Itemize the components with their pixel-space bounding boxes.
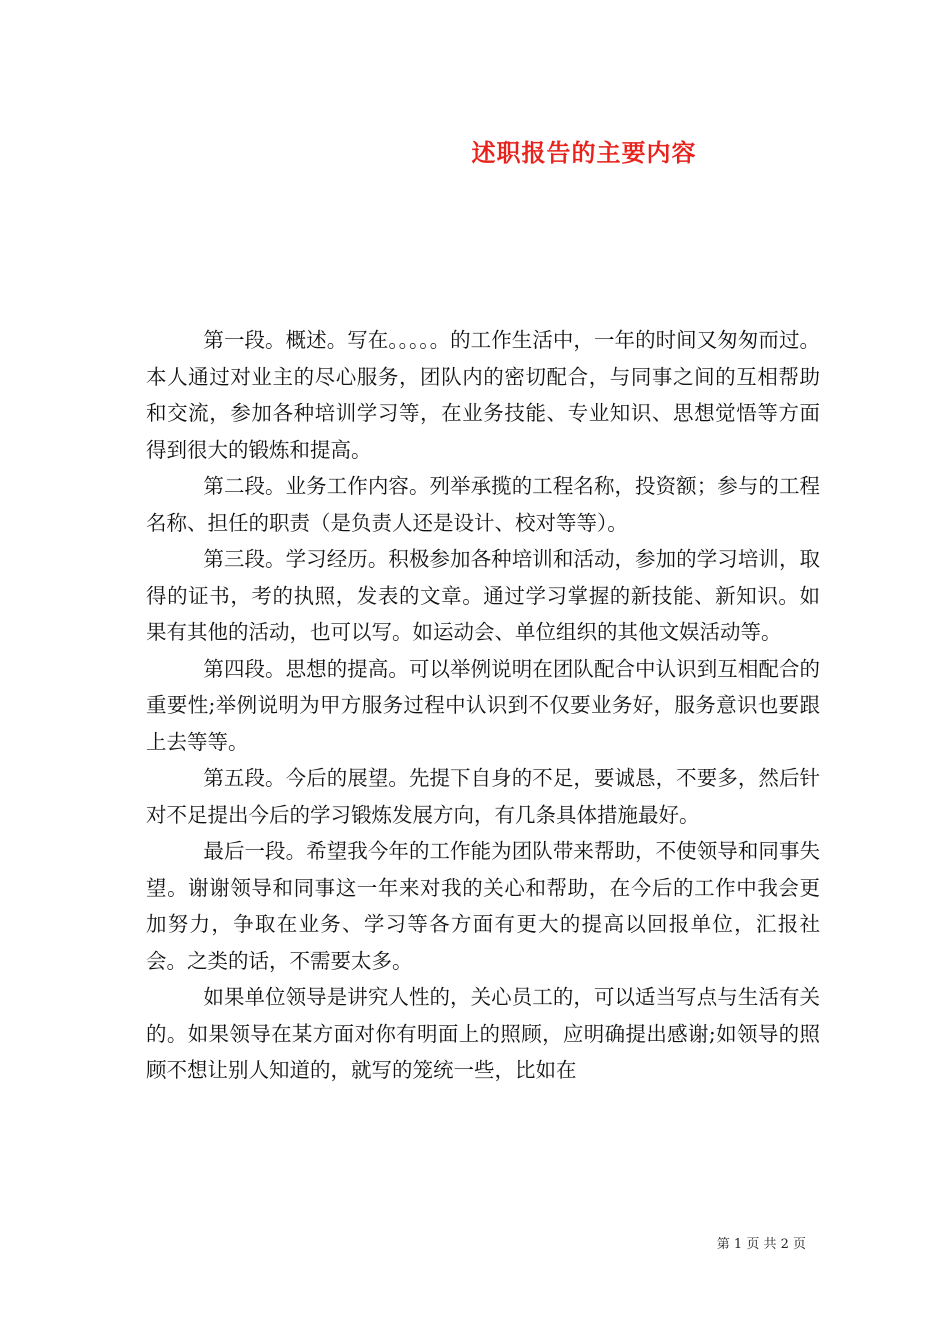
paragraph-overview: 第一段。概述。写在。。。。。的工作生活中，一年的时间又匆匆而过。本人通过对业主的尽心服务，团队内的密切配合，与同事之间的互相帮助和交流，参加各种培训学习等，在业务技能、专业知识、思想觉悟等方面得到很大的锻炼和提高。	[146, 328, 820, 462]
paragraph-outlook: 第五段。今后的展望。先提下自身的不足，要诚恳，不要多，然后针对不足提出今后的学习锻炼发展方向，有几条具体措施最好。	[146, 766, 820, 827]
document-title: 述职报告的主要内容	[471, 138, 697, 167]
paragraph-closing: 最后一段。希望我今年的工作能为团队带来帮助，不使领导和同事失望。谢谢领导和同事这一年来对我的关心和帮助，在今后的工作中我会更加努力，争取在业务、学习等各方面有更大的提高以回报单位，汇报社会。之类的话，不需要太多。	[146, 839, 820, 973]
paragraph-learning: 第三段。学习经历。积极参加各种培训和活动，参加的学习培训，取得的证书，考的执照，发表的文章。通过学习掌握的新技能、新知识。如果有其他的活动，也可以写。如运动会、单位组织的其他文娱活动等。	[146, 547, 820, 644]
paragraph-business-work: 第二段。业务工作内容。列举承揽的工程名称，投资额；参与的工程名称、担任的职责（是负责人还是设计、校对等等）。	[146, 474, 820, 535]
document-body	[146, 322, 820, 1089]
paragraph-leadership-note: 如果单位领导是讲究人性的，关心员工的，可以适当写点与生活有关的。如果领导在某方面对你有明面上的照顾，应明确提出感谢;如领导的照顾不想让别人知道的，就写的笼统一些，比如在	[146, 985, 820, 1082]
paragraph-thinking: 第四段。思想的提高。可以举例说明在团队配合中认识到互相配合的重要性;举例说明为甲方服务过程中认识到不仅要业务好，服务意识也要跟上去等等。	[146, 656, 820, 754]
page-number-label: 第 1 页 共 2 页	[716, 1237, 806, 1252]
page-footer	[0, 1233, 806, 1252]
